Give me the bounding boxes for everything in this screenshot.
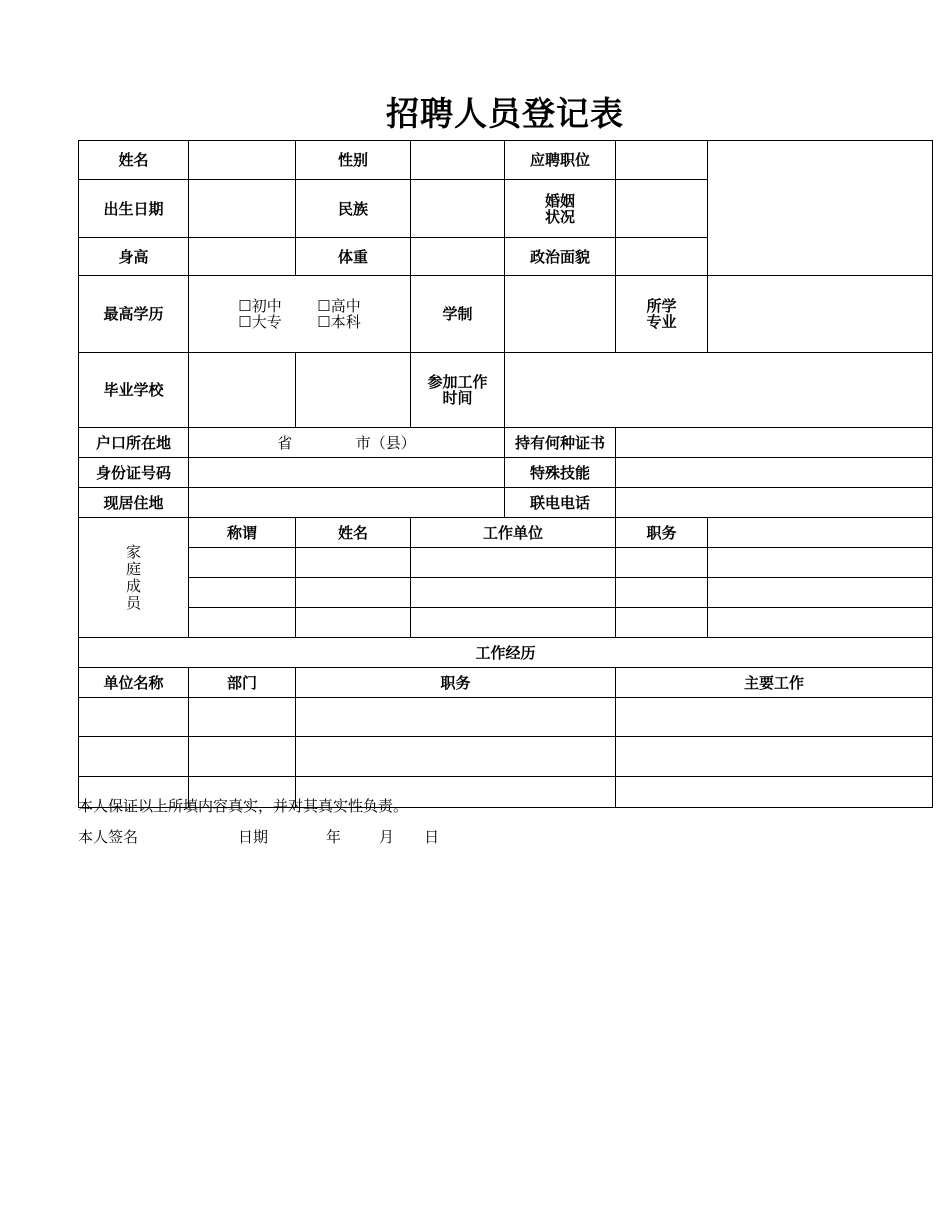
family-extra-cell[interactable] xyxy=(708,578,933,608)
phone-label: 联电电话 xyxy=(505,488,616,518)
phone-field[interactable] xyxy=(616,488,933,518)
name-field[interactable] xyxy=(189,141,296,180)
gender-label: 性别 xyxy=(296,141,411,180)
major-field[interactable] xyxy=(708,276,933,353)
checkbox-bachelor[interactable]: ☐本科 xyxy=(317,313,361,331)
work-company-cell[interactable] xyxy=(79,698,189,737)
work-title-header: 职务 xyxy=(296,668,616,698)
form-title: 招聘人员登记表 xyxy=(386,94,624,133)
address-label: 现居住地 xyxy=(79,488,189,518)
school-label: 毕业学校 xyxy=(79,353,189,428)
checkbox-college[interactable]: ☐大专 xyxy=(238,313,282,331)
registration-form xyxy=(78,140,804,808)
work-department-header: 部门 xyxy=(189,668,296,698)
work-duties-cell[interactable] xyxy=(616,737,933,777)
birth-date-field[interactable] xyxy=(189,180,296,238)
family-row xyxy=(79,608,933,638)
row-basic-1 xyxy=(79,141,933,180)
checkbox-senior-high[interactable]: ☐高中 xyxy=(317,297,361,315)
work-department-cell[interactable] xyxy=(189,737,296,777)
work-history-heading-row xyxy=(79,638,933,668)
family-row xyxy=(79,548,933,578)
ethnicity-field[interactable] xyxy=(411,180,505,238)
family-extra-cell[interactable] xyxy=(708,548,933,578)
work-title-cell[interactable] xyxy=(296,698,616,737)
marital-status-field[interactable] xyxy=(616,180,708,238)
family-employer-cell[interactable] xyxy=(411,608,616,638)
family-row xyxy=(79,578,933,608)
family-title-cell[interactable] xyxy=(616,548,708,578)
work-title-cell[interactable] xyxy=(296,737,616,777)
work-company-header: 单位名称 xyxy=(79,668,189,698)
position-label: 应聘职位 xyxy=(505,141,616,180)
family-relation-cell[interactable] xyxy=(189,578,296,608)
signature-label: 本人签名 xyxy=(78,828,139,846)
weight-field[interactable] xyxy=(411,238,505,276)
family-extra-cell[interactable] xyxy=(708,608,933,638)
province-text: 省 xyxy=(277,433,293,452)
family-employer-header: 工作单位 xyxy=(411,518,616,548)
work-header-row xyxy=(79,668,933,698)
row-id xyxy=(79,458,933,488)
work-company-cell[interactable] xyxy=(79,737,189,777)
family-members-label: 家 庭 成 员 xyxy=(79,518,189,638)
schooling-label: 学制 xyxy=(411,276,505,353)
work-start-field[interactable] xyxy=(505,353,933,428)
family-relation-header: 称谓 xyxy=(189,518,296,548)
family-header-row xyxy=(79,518,933,548)
city-text: 市（县） xyxy=(355,433,416,452)
family-relation-cell[interactable] xyxy=(189,548,296,578)
work-duties-header: 主要工作 xyxy=(616,668,933,698)
certificate-field[interactable] xyxy=(616,428,933,458)
row-hukou xyxy=(79,428,933,458)
work-history-heading: 工作经历 xyxy=(79,638,933,668)
name-label: 姓名 xyxy=(79,141,189,180)
skills-label: 特殊技能 xyxy=(505,458,616,488)
work-duties-cell[interactable] xyxy=(616,698,933,737)
date-label: 日期 xyxy=(238,828,269,846)
hukou-field[interactable] xyxy=(189,428,505,458)
address-field[interactable] xyxy=(189,488,505,518)
education-options xyxy=(189,276,411,353)
school-field-2[interactable] xyxy=(296,353,411,428)
row-address xyxy=(79,488,933,518)
family-title-cell[interactable] xyxy=(616,608,708,638)
year-label: 年 xyxy=(326,828,342,846)
row-school xyxy=(79,353,933,428)
family-extra-header xyxy=(708,518,933,548)
ethnicity-label: 民族 xyxy=(296,180,411,238)
photo-box[interactable] xyxy=(708,141,933,276)
work-row xyxy=(79,737,933,777)
checkbox-junior-high[interactable]: ☐初中 xyxy=(238,297,282,315)
id-number-label: 身份证号码 xyxy=(79,458,189,488)
political-status-field[interactable] xyxy=(616,238,708,276)
truthfulness-statement: 本人保证以上所填内容真实，并对其真实性负责。 xyxy=(78,797,409,815)
hukou-label: 户口所在地 xyxy=(79,428,189,458)
height-label: 身高 xyxy=(79,238,189,276)
family-name-header: 姓名 xyxy=(296,518,411,548)
family-title-cell[interactable] xyxy=(616,578,708,608)
major-label: 所学 专业 xyxy=(616,276,708,353)
work-start-label: 参加工作 时间 xyxy=(411,353,505,428)
family-title-header: 职务 xyxy=(616,518,708,548)
family-relation-cell[interactable] xyxy=(189,608,296,638)
position-field[interactable] xyxy=(616,141,708,180)
school-field[interactable] xyxy=(189,353,296,428)
birth-date-label: 出生日期 xyxy=(79,180,189,238)
marital-status-label: 婚姻 状况 xyxy=(505,180,616,238)
political-status-label: 政治面貌 xyxy=(505,238,616,276)
family-name-cell[interactable] xyxy=(296,548,411,578)
month-label: 月 xyxy=(379,828,395,846)
registration-table xyxy=(78,140,933,808)
work-duties-cell[interactable] xyxy=(616,777,933,808)
day-label: 日 xyxy=(424,828,440,846)
skills-field[interactable] xyxy=(616,458,933,488)
row-education xyxy=(79,276,933,353)
height-field[interactable] xyxy=(189,238,296,276)
family-name-cell[interactable] xyxy=(296,578,411,608)
work-row xyxy=(79,698,933,737)
education-label: 最高学历 xyxy=(79,276,189,353)
family-employer-cell[interactable] xyxy=(411,578,616,608)
id-number-field[interactable] xyxy=(189,458,505,488)
weight-label: 体重 xyxy=(296,238,411,276)
work-department-cell[interactable] xyxy=(189,698,296,737)
schooling-field[interactable] xyxy=(505,276,616,353)
family-employer-cell[interactable] xyxy=(411,548,616,578)
signature-line xyxy=(78,828,440,855)
gender-field[interactable] xyxy=(411,141,505,180)
family-name-cell[interactable] xyxy=(296,608,411,638)
certificate-label: 持有何种证书 xyxy=(505,428,616,458)
